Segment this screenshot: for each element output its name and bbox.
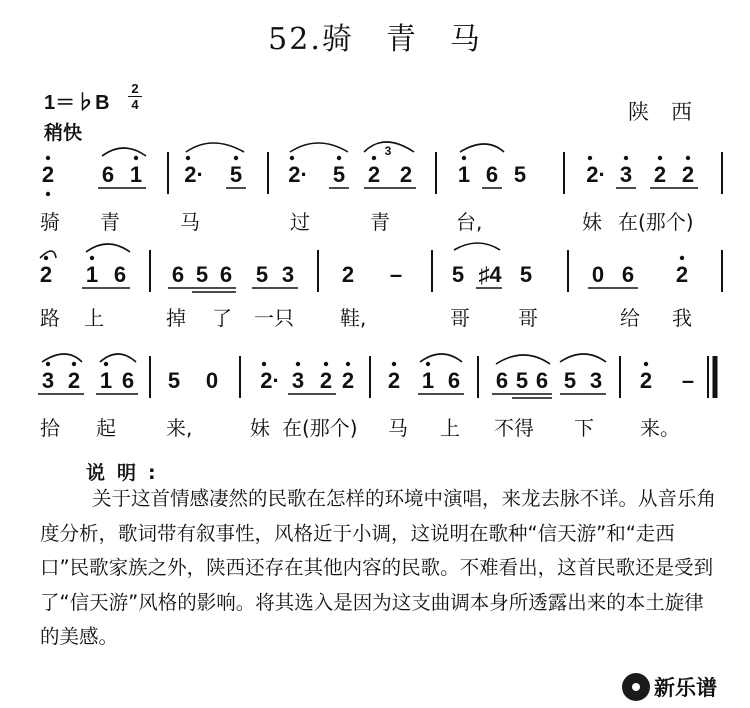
note: 6 [485,162,499,187]
note: 2 [319,368,333,393]
note: 5 [229,162,243,187]
note: 6 [113,262,127,287]
explanation-text [40,482,720,655]
lyric: 给 [620,306,640,330]
explanation-title: 说明: [86,462,168,484]
note: 2 [639,368,653,393]
page-title: 52.骑 青 马 [268,22,482,57]
grace-note: 3 [384,144,392,158]
note: 2 [387,368,401,393]
lyric: 骑 [40,210,60,234]
note: 2 [341,262,355,287]
note: 5 [563,368,577,393]
note: 5 [195,262,209,287]
lyric: 妹 [582,210,602,234]
note: 1 [421,368,435,393]
note: 5 [513,162,527,187]
lyric: 一只 [254,306,294,330]
lyric: 不得 [494,416,534,440]
note: 2· [586,162,606,187]
lyric: 上 [84,306,104,330]
lyric: 马 [180,210,200,234]
note: 2 [67,368,81,393]
note: 5 [519,262,533,287]
note: 6 [219,262,233,287]
key-signature: 1＝♭B [44,92,110,114]
note: 2 [399,162,413,187]
note: 2 [41,162,55,187]
note: 3 [619,162,633,187]
note: 2· [288,162,308,187]
lyric: 在(那个) [618,210,694,234]
meter-bottom: 4 [131,97,139,112]
note: 2 [681,162,695,187]
note: 3 [41,368,55,393]
note: 6 [121,368,135,393]
lyric: 台, [456,210,483,234]
note: 5 [451,262,465,287]
lyric: 青 [370,210,390,234]
lyric: 下 [574,416,594,440]
note: 1 [99,368,113,393]
note: – [389,262,403,287]
lyric: 起 [96,416,116,440]
tempo-marking: 稍快 [44,122,83,144]
note: 2 [653,162,667,187]
explanation-body: 关于这首情感凄然的民歌在怎样的环境中演唱，来龙去脉不详。从音乐角度分析，歌词带有叙事性，风格近于小调，这说明在歌种“信天游”和“走西口”民歌家族之外，陕西还存在其他内容的民歌。不难看出，这首民歌还是受到了“信天游”风格的影响。将其选入是因为这支曲调本身所透露出来的本土旋律的美感。 [40,487,717,648]
note: ♯4 [478,262,502,287]
region-label: 陕西 [628,100,714,124]
lyric: 拾 [40,416,60,440]
note: 6 [495,368,509,393]
note: 5 [515,368,529,393]
note: 0 [205,368,219,393]
note: 2 [367,162,381,187]
lyric: 掉 [166,306,186,330]
note: 6 [621,262,635,287]
note: 3 [291,368,305,393]
lyric: 哥 [450,306,470,330]
note: 3 [589,368,603,393]
meter-top: 2 [131,81,139,96]
lyric: 了 [212,306,232,330]
music-disc-icon [622,673,650,701]
note: 2· [184,162,204,187]
time-signature [128,82,142,111]
note: 2 [341,368,355,393]
lyric: 在(那个) [282,416,358,440]
lyric: 妹 [250,416,270,440]
logo-text: 新乐谱 [654,676,717,700]
lyric: 马 [388,416,408,440]
lyric: 过 [290,210,310,234]
note: 1 [85,262,99,287]
note: – [681,368,695,393]
lyric: 来, [166,416,193,440]
note: 6 [535,368,549,393]
lyric: 路 [40,306,60,330]
note: 1 [129,162,143,187]
lyric: 哥 [518,306,538,330]
note: 6 [447,368,461,393]
lyric: 上 [440,416,460,440]
note: 5 [255,262,269,287]
note: 3 [281,262,295,287]
note: 6 [171,262,185,287]
note: 2 [675,262,689,287]
lyric: 鞋, [340,306,367,330]
note: 6 [101,162,115,187]
note: 2· [260,368,280,393]
note: 0 [591,262,605,287]
note: 2 [39,262,53,287]
note: 5 [167,368,181,393]
lyric: 我 [672,306,692,330]
lyric: 来。 [640,416,680,440]
site-logo[interactable] [622,672,717,702]
note: 1 [457,162,471,187]
note: 5 [332,162,346,187]
lyric: 青 [100,210,120,234]
